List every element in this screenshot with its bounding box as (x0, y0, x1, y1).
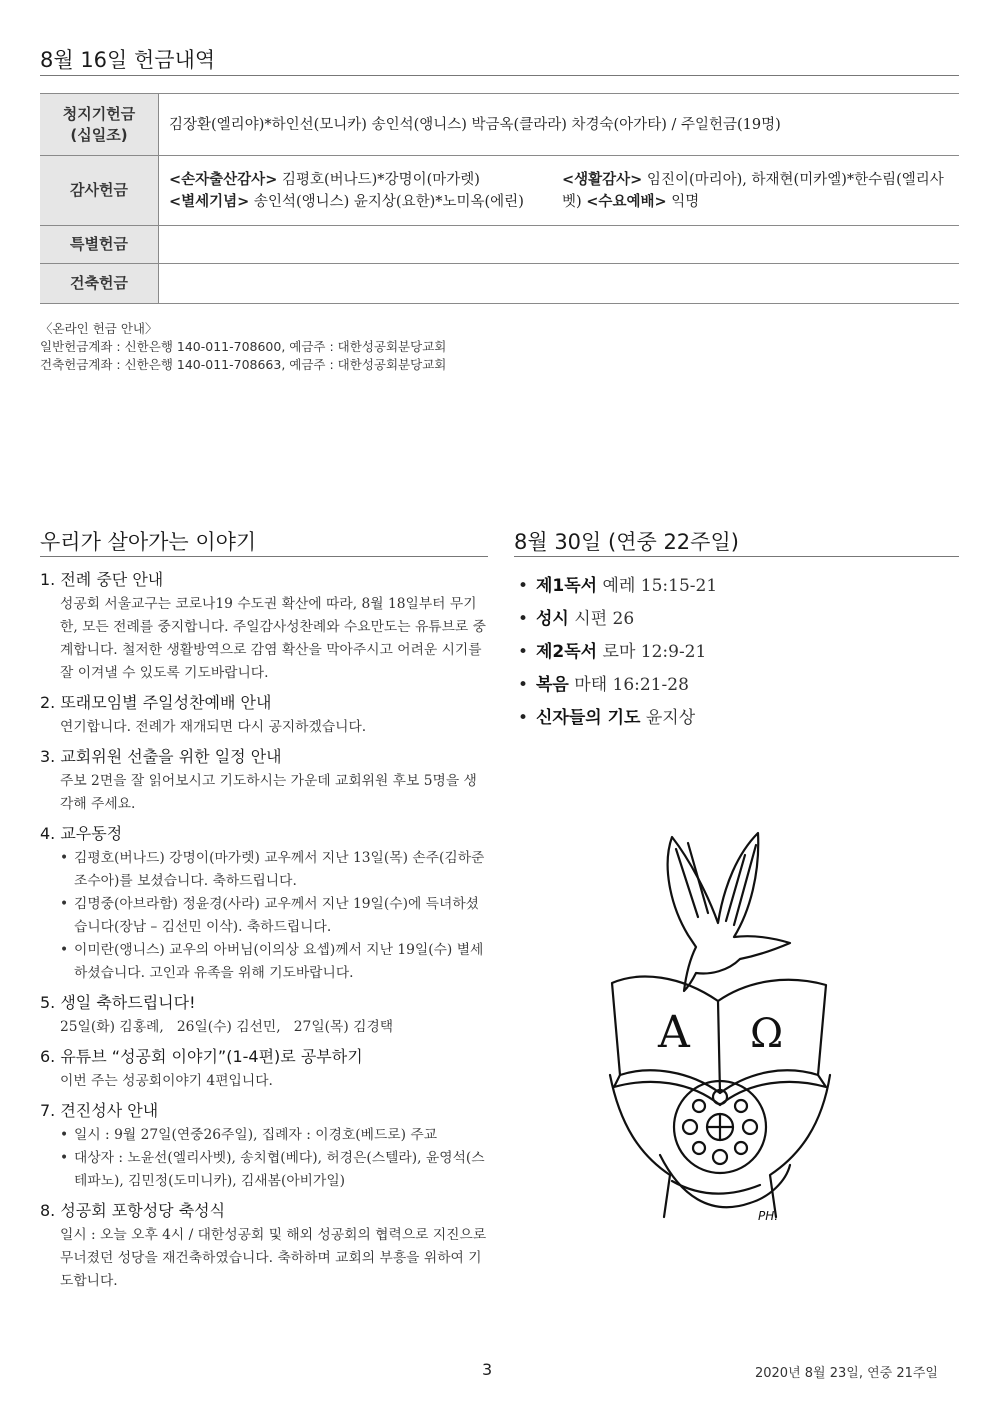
story-body (60, 1124, 488, 1193)
reading-label: 신자들의 기도 (536, 708, 641, 728)
stories-list (40, 568, 488, 1299)
story-bullet: • 김평호(버나드) 강명이(마가렛) 교우께서 지난 13일(목) 손주(김하준 조수아)를 보셨습니다. 축하드립니다. (60, 847, 488, 893)
story-bullet: • 일시 : 9월 27일(연중26주일), 집례자 : 이경호(베드로) 주교 (60, 1124, 488, 1147)
offering-row-building (40, 264, 959, 304)
story-item (40, 568, 488, 685)
story-heading: 6. 유튜브 “성공회 이야기”(1-4편)로 공부하기 (40, 1047, 363, 1066)
online-account-building: 건축헌금계좌 : 신한은행 140-011-708663, 예금주 : 대한성공회분당교회 (40, 357, 447, 372)
thanks-label: 감사헌금 (40, 156, 159, 226)
story-item (40, 691, 488, 739)
story-body (60, 847, 488, 985)
offering-title-rule (40, 75, 959, 76)
thanks-right-1-head: <생활감사> (562, 171, 643, 188)
stories-title-rule (40, 556, 488, 557)
reading-label: 복음 (536, 675, 569, 695)
footer-date: 2020년 8월 23일, 연중 21주일 (754, 1366, 938, 1381)
thanks-value (159, 156, 960, 226)
story-body: 연기합니다. 전례가 재개되면 다시 공지하겠습니다. (60, 719, 367, 735)
online-offering-info (40, 320, 446, 374)
offering-title: 8월 16일 헌금내역 (40, 48, 216, 72)
offering-table (40, 93, 959, 304)
story-body: 25일(화) 김홍례, 26일(수) 김선민, 27일(목) 김경택 (60, 1019, 394, 1035)
thanks-right-column (556, 169, 949, 213)
tithe-label-line1: 청지기헌금 (62, 104, 136, 123)
alpha-letter: Α (658, 1007, 690, 1058)
tithe-value: 김장환(엘리야)*하인선(모니카) 송인석(앵니스) 박금옥(클라라) 차경숙(아가타) / 주일헌금(19명) (159, 94, 960, 156)
story-body: 이번 주는 성공회이야기 4편입니다. (60, 1073, 273, 1089)
special-value (159, 226, 960, 264)
building-label: 건축헌금 (40, 264, 159, 304)
reading-item (518, 669, 958, 702)
readings-title: 8월 30일 (연중 22주일) (514, 530, 739, 554)
reading-label: 제2독서 (536, 642, 598, 662)
story-bullet: • 김명중(아브라함) 정윤경(사라) 교우께서 지난 19일(수)에 득녀하셨습니다(장남 – 김선민 이삭). 축하드립니다. (60, 893, 488, 939)
story-heading: 2. 또래모임별 주일성찬예배 안내 (40, 693, 272, 712)
tithe-label (40, 94, 159, 156)
story-body: 주보 2면을 잘 읽어보시고 기도하시는 가운데 교회위원 후보 5명을 생각해 주세요. (60, 773, 477, 812)
story-item (40, 1199, 488, 1293)
offering-row-thanks (40, 156, 959, 226)
story-item (40, 1045, 488, 1093)
thanks-right-2-head: <수요예배> (586, 193, 667, 210)
offering-row-tithe (40, 94, 959, 156)
story-heading: 7. 견진성사 안내 (40, 1101, 159, 1120)
story-heading: 4. 교우동정 (40, 824, 123, 843)
readings-list (518, 570, 958, 735)
story-item (40, 1099, 488, 1193)
story-item (40, 991, 488, 1039)
reading-value: 윤지상 (645, 708, 696, 728)
online-heading: 〈온라인 헌금 안내〉 (40, 321, 158, 336)
story-item (40, 822, 488, 985)
reading-label: 성시 (536, 609, 569, 629)
special-label: 특별헌금 (40, 226, 159, 264)
reading-value: 시편 26 (574, 609, 635, 629)
story-heading: 8. 성공회 포항성당 축성식 (40, 1201, 226, 1220)
artist-signature: PH. (758, 1209, 779, 1223)
story-heading: 5. 생일 축하드립니다! (40, 993, 196, 1012)
offering-row-special (40, 226, 959, 264)
hands-icon (610, 1075, 830, 1217)
reading-label: 제1독서 (536, 576, 598, 596)
omega-letter: Ω (750, 1011, 784, 1057)
story-body: 성공회 서울교구는 코로나19 수도권 확산에 따라, 8월 18일부터 무기한, 모든 전례를 중지합니다. 주일감사성찬례와 수요만도는 유튜브로 중계합니다. 철저한 생활방역으로 감염 확산을 막아주시고 어려운 시기를 잘 이겨낼 수 있도록 기도바랍니다. (60, 596, 486, 681)
page-number: 3 (482, 1360, 493, 1379)
thanks-right-2-body: 익명 (666, 193, 700, 210)
dove-book-hands-illustration (600, 825, 840, 1225)
thanks-right-2-pre: 벳) (562, 193, 587, 210)
thanks-left-column (169, 169, 556, 213)
thanks-left-1-body: 김평호(버나드)*강명이(마가렛) (277, 171, 480, 188)
online-account-general: 일반헌금계좌 : 신한은행 140-011-708600, 예금주 : 대한성공회분당교회 (40, 339, 447, 354)
story-bullet: • 대상자 : 노윤선(엘리사벳), 송치협(베다), 허경은(스텔라), 윤영석(스테파노), 김민정(도미니카), 김새봄(아비가일) (60, 1147, 488, 1193)
thanks-right-1-body: 임진이(마리아), 하재현(미카엘)*한수림(엘리사 (642, 171, 944, 188)
readings-title-rule (514, 556, 959, 557)
reading-value: 마태 16:21-28 (574, 675, 689, 695)
story-heading: 3. 교회위원 선출을 위한 일정 안내 (40, 747, 282, 766)
story-item (40, 745, 488, 816)
thanks-left-2-head: <별세기념> (169, 193, 250, 210)
thanks-left-1-head: <손자출산감사> (169, 171, 278, 188)
reading-item (518, 636, 958, 669)
story-bullet: • 이미란(앵니스) 교우의 아버님(이의상 요셉)께서 지난 19일(수) 별세하셨습니다. 고인과 유족을 위해 기도바랍니다. (60, 939, 488, 985)
reading-value: 로마 12:9-21 (602, 642, 707, 662)
story-body: 일시 : 오늘 오후 4시 / 대한성공회 및 해외 성공회의 협력으로 지진으로 무너졌던 성당을 재건축하였습니다. 축하하며 교회의 부흥을 위하여 기도합니다. (60, 1227, 487, 1289)
reading-value: 예레 15:15-21 (602, 576, 718, 596)
story-heading: 1. 전례 중단 안내 (40, 570, 164, 589)
reading-item (518, 702, 958, 735)
stories-title: 우리가 살아가는 이야기 (40, 530, 257, 554)
building-value (159, 264, 960, 304)
reading-item (518, 570, 958, 603)
thanks-left-2-body: 송인석(앵니스) 윤지상(요한)*노미옥(에린) (249, 193, 524, 210)
reading-item (518, 603, 958, 636)
tithe-label-line2: (십일조) (70, 125, 128, 144)
